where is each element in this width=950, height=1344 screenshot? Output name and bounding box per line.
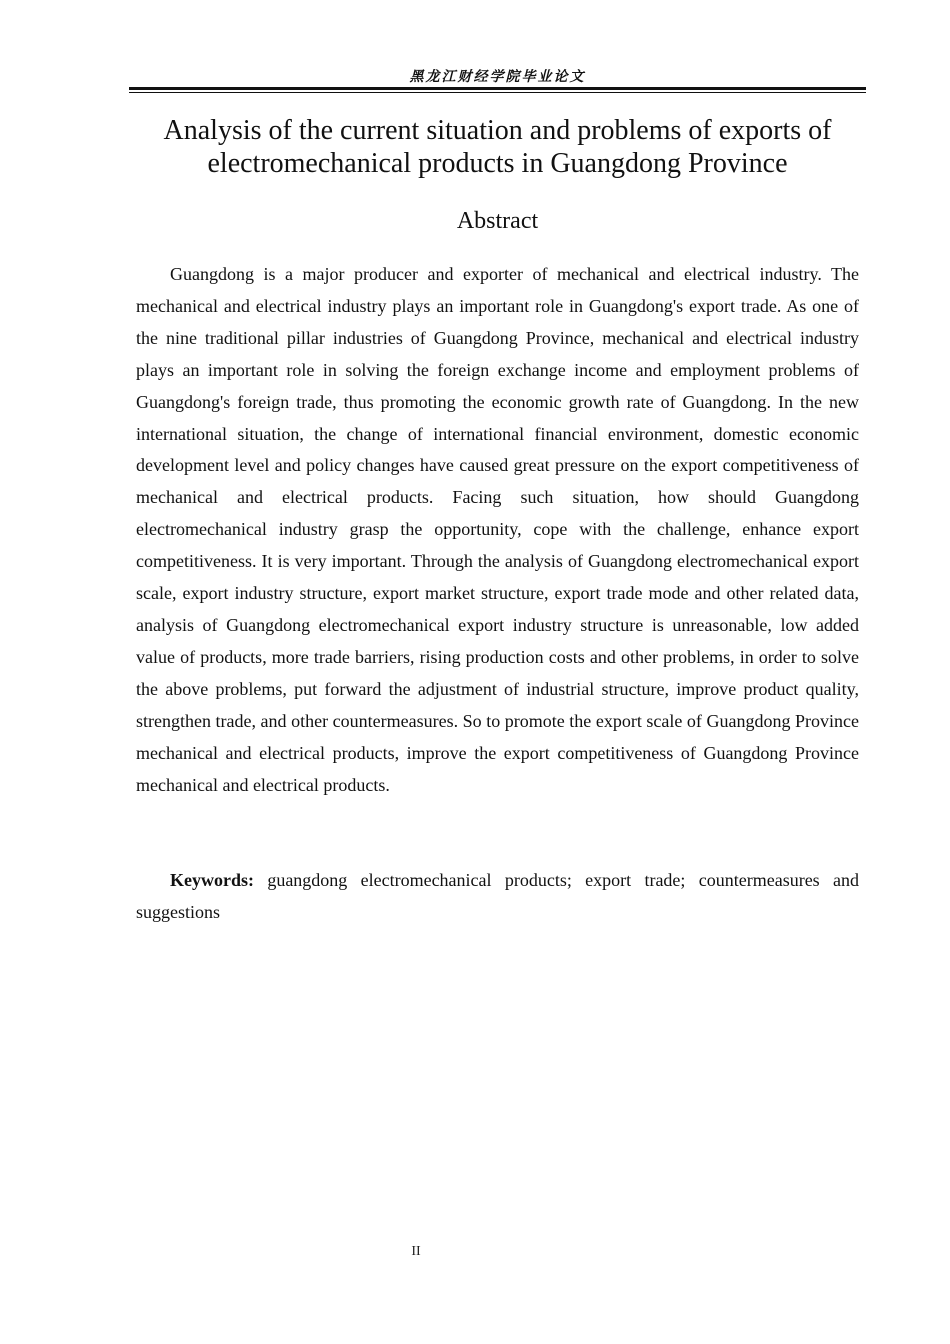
abstract-heading: Abstract [456,208,539,234]
paper-title: Analysis of the current situation and problems of exports of electromechanical products in Guangdong Province [163,115,832,179]
abstract-body: Guangdong is a major producer and exporter of mechanical and electrical industry. The mechanical and electrical industry plays an important role in Guangdong's export trade. As one of the nine traditional pillar industries of Guangdong Province, mechanical and electrical industry plays an important role in solving the foreign exchange income and employment problems of Guangdong's foreign trade, thus promoting the economic growth rate of Guangdong. In the new international situation, the change of international financial environment, domestic economic development level and policy changes have caused great pressure on the export competitiveness of mechanical and electrical products. Facing such situation, how should Guangdong electromechanical industry grasp the opportunity, cope with the challenge, enhance export competitiveness. It is very important. Through the analysis of Guangdong electromechanical export scale, export industry structure, export market structure, export trade mode and other related data, analysis of Guangdong electromechanical export industry structure is unreasonable, low added value of products, more trade barriers, rising production costs and other problems, in order to solve the above problems, put forward the adjustment of industrial structure, improve product quality, strengthen trade, and other countermeasures. So to promote the export scale of Guangdong Province mechanical and electrical products, improve the export competitiveness of Guangdong Province mechanical and electrical products. [136,264,859,795]
header-rule-thin [129,92,866,93]
header-rule-thick [129,87,866,90]
keywords-label: Keywords: [170,870,254,890]
page-number: II [411,1244,421,1259]
keywords-text: guangdong electromechanical products; export trade; countermeasures and suggestions [136,870,859,922]
keywords-paragraph [136,865,859,929]
running-header: 黑龙江财经学院毕业论文 [409,69,586,85]
